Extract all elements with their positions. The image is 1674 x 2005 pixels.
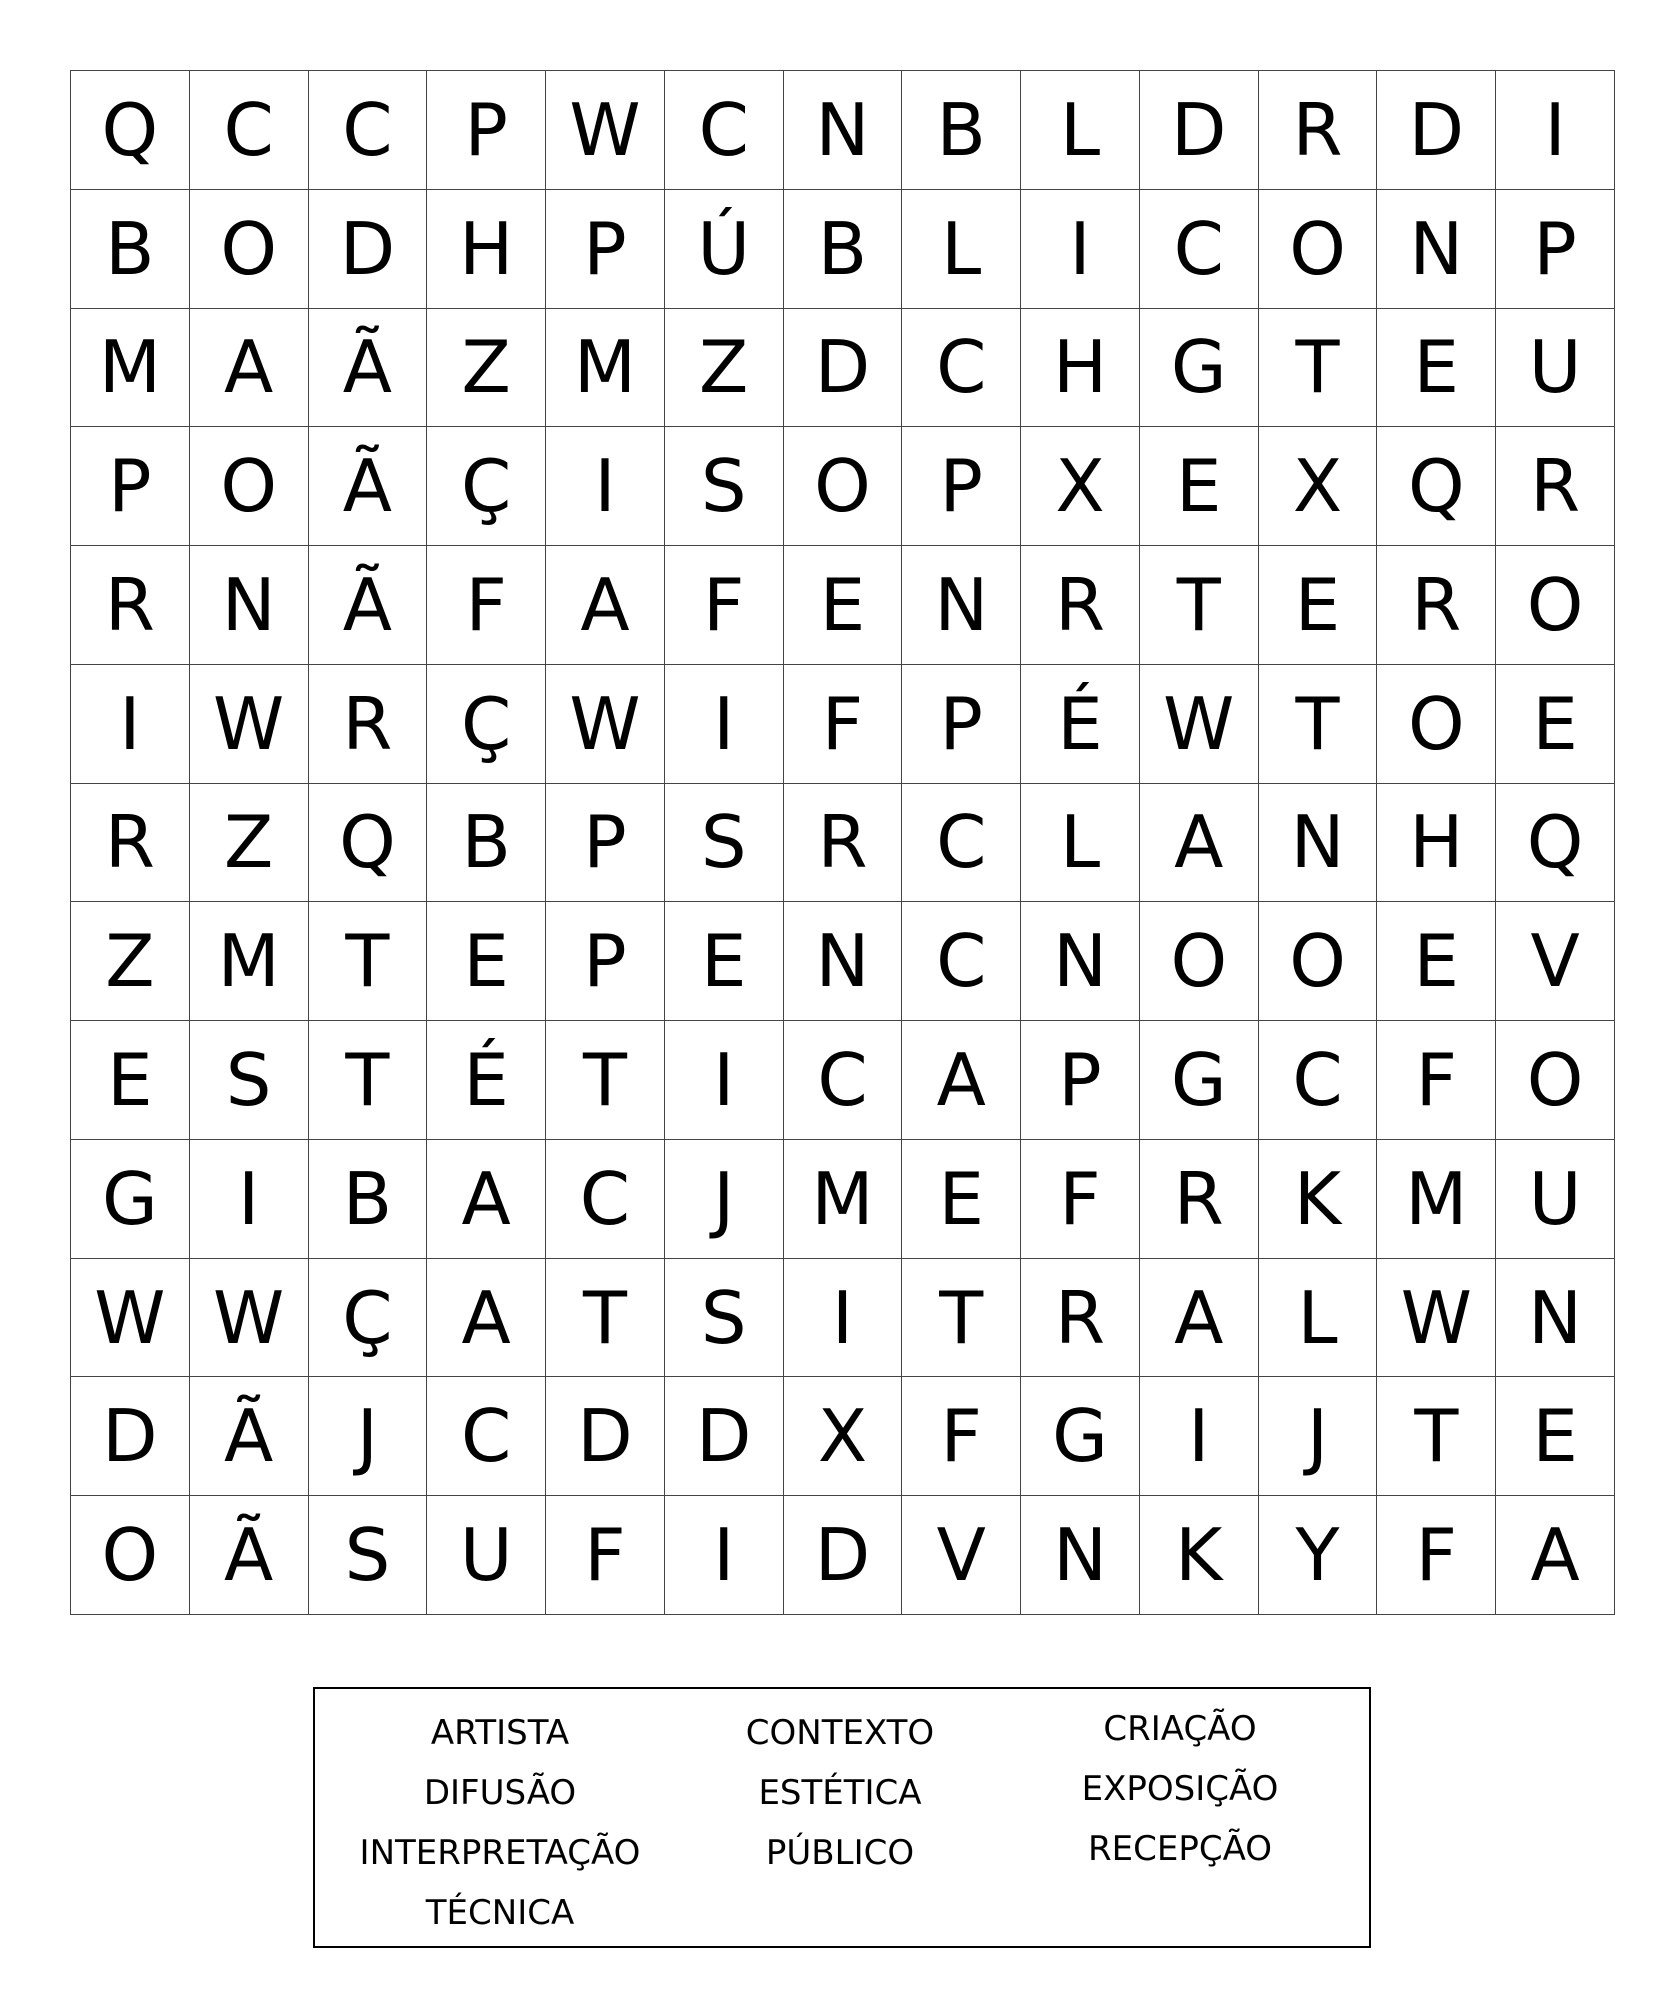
grid-cell[interactable]: M	[1377, 1139, 1496, 1258]
grid-cell[interactable]: Ã	[308, 308, 427, 427]
grid-cell[interactable]: F	[546, 1496, 665, 1615]
grid-cell[interactable]: U	[1496, 1139, 1615, 1258]
grid-row	[71, 783, 1615, 902]
grid-cell[interactable]: T	[308, 1021, 427, 1140]
word-bank-word: TÉCNICA	[425, 1893, 575, 1933]
grid-row	[71, 1021, 1615, 1140]
grid-cell[interactable]: D	[1377, 71, 1496, 190]
grid-cell[interactable]: D	[1139, 71, 1258, 190]
grid-cell[interactable]: J	[1258, 1377, 1377, 1496]
grid-cell[interactable]: C	[902, 902, 1021, 1021]
grid-cell[interactable]: U	[427, 1496, 546, 1615]
word-bank-column	[335, 1703, 665, 1943]
grid-row	[71, 1258, 1615, 1377]
grid-cell[interactable]: C	[546, 1139, 665, 1258]
grid-cell[interactable]: E	[71, 1021, 190, 1140]
grid-cell[interactable]: N	[902, 546, 1021, 665]
grid-cell[interactable]: T	[902, 1258, 1021, 1377]
grid-cell[interactable]: D	[783, 308, 902, 427]
grid-cell[interactable]: T	[1258, 308, 1377, 427]
word-bank-word: INTERPRETAÇÃO	[359, 1833, 641, 1873]
grid-cell[interactable]: L	[902, 189, 1021, 308]
grid-row	[71, 902, 1615, 1021]
grid-cell[interactable]: W	[546, 664, 665, 783]
grid-cell[interactable]: F	[664, 546, 783, 665]
grid-cell[interactable]: P	[1496, 189, 1615, 308]
grid-cell[interactable]: O	[1496, 1021, 1615, 1140]
word-bank-word: CRIAÇÃO	[1103, 1709, 1257, 1749]
grid-cell[interactable]: S	[189, 1021, 308, 1140]
grid-cell[interactable]: R	[1496, 427, 1615, 546]
grid-cell[interactable]: Ã	[308, 546, 427, 665]
grid-cell[interactable]: E	[1496, 1377, 1615, 1496]
grid-cell[interactable]: B	[902, 71, 1021, 190]
grid-cell[interactable]: Z	[427, 308, 546, 427]
grid-cell[interactable]: É	[427, 1021, 546, 1140]
grid-cell[interactable]: C	[783, 1021, 902, 1140]
grid-cell[interactable]: C	[902, 783, 1021, 902]
grid-cell[interactable]: C	[1139, 189, 1258, 308]
grid-cell[interactable]: I	[1021, 189, 1140, 308]
grid-cell[interactable]: O	[1496, 546, 1615, 665]
grid-cell[interactable]: T	[308, 902, 427, 1021]
word-bank	[313, 1687, 1371, 1948]
grid-cell[interactable]: J	[308, 1377, 427, 1496]
grid-cell[interactable]: X	[1021, 427, 1140, 546]
grid-cell[interactable]: G	[1021, 1377, 1140, 1496]
grid-cell[interactable]: V	[902, 1496, 1021, 1615]
grid-cell[interactable]: C	[189, 71, 308, 190]
grid-cell[interactable]: Z	[189, 783, 308, 902]
grid-cell[interactable]: R	[1258, 71, 1377, 190]
grid-cell[interactable]: E	[1139, 427, 1258, 546]
word-bank-word: ESTÉTICA	[758, 1773, 922, 1813]
grid-cell[interactable]: I	[664, 664, 783, 783]
grid-cell[interactable]: T	[1258, 664, 1377, 783]
word-bank-column	[675, 1703, 1005, 1883]
grid-cell[interactable]: O	[1377, 664, 1496, 783]
grid-cell[interactable]: P	[1021, 1021, 1140, 1140]
word-bank-column	[1015, 1699, 1345, 1879]
grid-cell[interactable]: O	[783, 427, 902, 546]
grid-row	[71, 664, 1615, 783]
grid-cell[interactable]: W	[1377, 1258, 1496, 1377]
grid-cell[interactable]: L	[1021, 783, 1140, 902]
grid-cell[interactable]: S	[664, 783, 783, 902]
grid-cell[interactable]: B	[308, 1139, 427, 1258]
grid-cell[interactable]: Ã	[189, 1496, 308, 1615]
grid-cell[interactable]: Z	[71, 902, 190, 1021]
grid-cell[interactable]: É	[1021, 664, 1140, 783]
grid-cell[interactable]: F	[1377, 1496, 1496, 1615]
word-bank-word: DIFUSÃO	[423, 1773, 577, 1813]
grid-cell[interactable]: A	[189, 308, 308, 427]
grid-cell[interactable]: N	[1021, 1496, 1140, 1615]
grid-cell[interactable]: S	[308, 1496, 427, 1615]
grid-cell[interactable]: O	[1258, 902, 1377, 1021]
grid-cell[interactable]: Z	[664, 308, 783, 427]
grid-cell[interactable]: C	[664, 71, 783, 190]
word-bank-word: CONTEXTO	[745, 1713, 935, 1753]
grid-row	[71, 308, 1615, 427]
grid-cell[interactable]: N	[1377, 189, 1496, 308]
grid-cell[interactable]: N	[189, 546, 308, 665]
grid-row	[71, 1139, 1615, 1258]
grid-cell[interactable]: O	[189, 189, 308, 308]
grid-cell[interactable]: W	[546, 71, 665, 190]
grid-row	[71, 546, 1615, 665]
grid-cell[interactable]: T	[546, 1021, 665, 1140]
grid-cell[interactable]: Ç	[427, 664, 546, 783]
grid-cell[interactable]: S	[664, 427, 783, 546]
grid-cell[interactable]: C	[902, 308, 1021, 427]
grid-cell[interactable]: A	[1496, 1496, 1615, 1615]
grid-cell[interactable]: T	[546, 1258, 665, 1377]
grid-cell[interactable]: J	[664, 1139, 783, 1258]
letter-grid	[70, 70, 1615, 1615]
grid-cell[interactable]: I	[1139, 1377, 1258, 1496]
grid-cell[interactable]: A	[1139, 783, 1258, 902]
grid-cell[interactable]: O	[189, 427, 308, 546]
grid-cell[interactable]: M	[71, 308, 190, 427]
grid-cell[interactable]: K	[1258, 1139, 1377, 1258]
grid-cell[interactable]: D	[783, 1496, 902, 1615]
grid-cell[interactable]: M	[189, 902, 308, 1021]
grid-cell[interactable]: B	[783, 189, 902, 308]
grid-cell[interactable]: A	[427, 1258, 546, 1377]
grid-cell[interactable]: E	[1496, 664, 1615, 783]
grid-cell[interactable]: N	[1496, 1258, 1615, 1377]
grid-cell[interactable]: H	[1377, 783, 1496, 902]
grid-cell[interactable]: O	[1258, 189, 1377, 308]
grid-cell[interactable]: T	[1139, 546, 1258, 665]
grid-cell[interactable]: R	[1139, 1139, 1258, 1258]
grid-cell[interactable]: H	[427, 189, 546, 308]
grid-cell[interactable]: P	[71, 427, 190, 546]
word-bank-word: PÚBLICO	[765, 1833, 915, 1873]
grid-cell[interactable]: I	[546, 427, 665, 546]
grid-cell[interactable]: Q	[1496, 783, 1615, 902]
grid-cell[interactable]: R	[783, 783, 902, 902]
grid-cell[interactable]: P	[427, 71, 546, 190]
grid-cell[interactable]: P	[902, 664, 1021, 783]
grid-cell[interactable]: Q	[308, 783, 427, 902]
grid-cell[interactable]: F	[783, 664, 902, 783]
word-bank-word: ARTISTA	[430, 1713, 570, 1753]
grid-cell[interactable]: R	[308, 664, 427, 783]
grid-cell[interactable]: Ú	[664, 189, 783, 308]
grid-cell[interactable]: U	[1496, 308, 1615, 427]
grid-cell[interactable]: M	[783, 1139, 902, 1258]
grid-cell[interactable]: Ã	[308, 427, 427, 546]
grid-cell[interactable]: P	[546, 189, 665, 308]
grid-cell[interactable]: L	[1258, 1258, 1377, 1377]
grid-cell[interactable]: P	[546, 902, 665, 1021]
grid-cell[interactable]: I	[71, 664, 190, 783]
grid-cell[interactable]: R	[1021, 1258, 1140, 1377]
grid-cell[interactable]: N	[1258, 783, 1377, 902]
grid-cell[interactable]: M	[546, 308, 665, 427]
grid-cell[interactable]: A	[427, 1139, 546, 1258]
grid-cell[interactable]: E	[1377, 308, 1496, 427]
grid-cell[interactable]: W	[71, 1258, 190, 1377]
grid-cell[interactable]: D	[308, 189, 427, 308]
grid-cell[interactable]: E	[427, 902, 546, 1021]
grid-row	[71, 427, 1615, 546]
grid-cell[interactable]: G	[71, 1139, 190, 1258]
grid-cell[interactable]: H	[1021, 308, 1140, 427]
grid-cell[interactable]: G	[1139, 1021, 1258, 1140]
grid-cell[interactable]: I	[189, 1139, 308, 1258]
grid-cell[interactable]: G	[1139, 308, 1258, 427]
grid-cell[interactable]: C	[427, 1377, 546, 1496]
grid-cell[interactable]: E	[1377, 902, 1496, 1021]
grid-cell[interactable]: N	[1021, 902, 1140, 1021]
grid-cell[interactable]: I	[1496, 71, 1615, 190]
grid-cell[interactable]: P	[546, 783, 665, 902]
grid-cell[interactable]: O	[71, 1496, 190, 1615]
grid-cell[interactable]: I	[783, 1258, 902, 1377]
grid-cell[interactable]: A	[902, 1021, 1021, 1140]
grid-cell[interactable]: E	[783, 546, 902, 665]
grid-cell[interactable]: Y	[1258, 1496, 1377, 1615]
grid-cell[interactable]: D	[71, 1377, 190, 1496]
grid-cell[interactable]: R	[71, 783, 190, 902]
grid-cell[interactable]: O	[1139, 902, 1258, 1021]
grid-cell[interactable]: B	[71, 189, 190, 308]
grid-cell[interactable]: B	[427, 783, 546, 902]
grid-cell[interactable]: Q	[71, 71, 190, 190]
grid-cell[interactable]: A	[1139, 1258, 1258, 1377]
grid-cell[interactable]: S	[664, 1258, 783, 1377]
grid-cell[interactable]: I	[664, 1496, 783, 1615]
grid-cell[interactable]: D	[664, 1377, 783, 1496]
word-bank-word: RECEPÇÃO	[1088, 1829, 1272, 1869]
grid-cell[interactable]: C	[308, 71, 427, 190]
grid-cell[interactable]: Ç	[427, 427, 546, 546]
grid-cell[interactable]: Ã	[189, 1377, 308, 1496]
grid-row	[71, 71, 1615, 190]
grid-cell[interactable]: E	[902, 1139, 1021, 1258]
grid-cell[interactable]: Ç	[308, 1258, 427, 1377]
grid-row	[71, 189, 1615, 308]
grid-cell[interactable]: F	[427, 546, 546, 665]
grid-cell[interactable]: F	[902, 1377, 1021, 1496]
grid-cell[interactable]: W	[1139, 664, 1258, 783]
grid-cell[interactable]: V	[1496, 902, 1615, 1021]
grid-cell[interactable]: W	[189, 664, 308, 783]
grid-cell[interactable]: L	[1021, 71, 1140, 190]
grid-cell[interactable]: C	[1258, 1021, 1377, 1140]
grid-cell[interactable]: R	[1377, 546, 1496, 665]
grid-cell[interactable]: E	[664, 902, 783, 1021]
grid-cell[interactable]: W	[189, 1258, 308, 1377]
grid-cell[interactable]: P	[902, 427, 1021, 546]
grid-cell[interactable]: A	[546, 546, 665, 665]
grid-cell[interactable]: E	[1258, 546, 1377, 665]
grid-cell[interactable]: T	[1377, 1377, 1496, 1496]
grid-cell[interactable]: N	[783, 71, 902, 190]
grid-row	[71, 1377, 1615, 1496]
grid-cell[interactable]: F	[1377, 1021, 1496, 1140]
grid-cell[interactable]: K	[1139, 1496, 1258, 1615]
grid-cell[interactable]: X	[783, 1377, 902, 1496]
word-bank-word: EXPOSIÇÃO	[1081, 1769, 1279, 1809]
grid-row	[71, 1496, 1615, 1615]
grid-cell[interactable]: F	[1021, 1139, 1140, 1258]
grid-cell[interactable]: R	[71, 546, 190, 665]
grid-cell[interactable]: X	[1258, 427, 1377, 546]
grid-cell[interactable]: D	[546, 1377, 665, 1496]
grid-cell[interactable]: I	[664, 1021, 783, 1140]
grid-cell[interactable]: N	[783, 902, 902, 1021]
grid-cell[interactable]: R	[1021, 546, 1140, 665]
grid-cell[interactable]: Q	[1377, 427, 1496, 546]
